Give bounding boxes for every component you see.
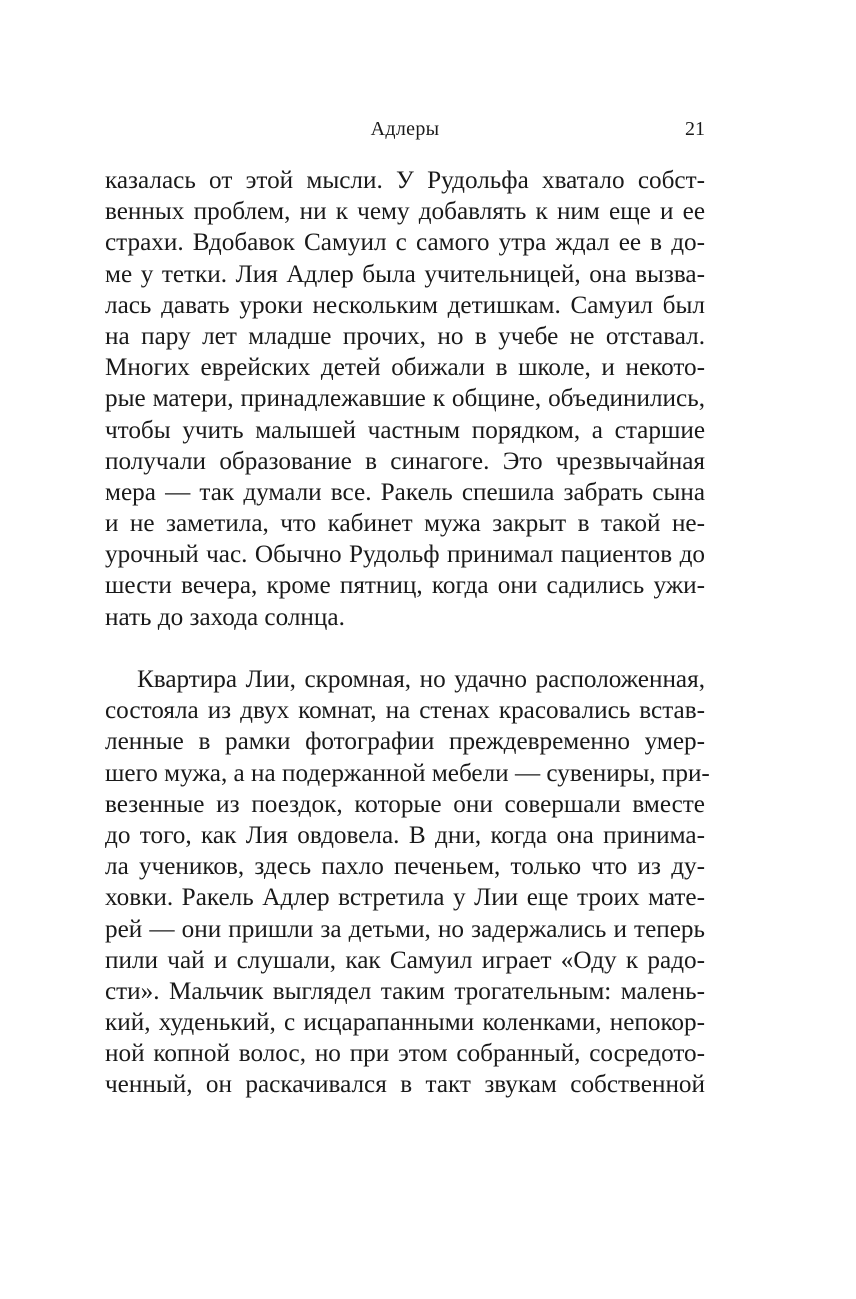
text-line: состояла из двух комнат, на стенах красовались встав- xyxy=(105,697,705,725)
paragraph-2 xyxy=(105,664,710,1101)
text-line: лась давать уроки нескольким детишкам. Самуил был xyxy=(105,291,705,319)
text-line: чтобы учить малышей частным порядком, а старшие xyxy=(105,416,705,444)
text-line: пили чай и слушали, как Самуил играет «Оду к радо- xyxy=(105,946,705,974)
text-line: ла учеников, здесь пахло печеньем, только что из ду- xyxy=(105,853,705,881)
text-line: Многих еврейских детей обижали в школе, и некото- xyxy=(105,354,705,382)
text-line: получали образование в синагоге. Это чрезвычайная xyxy=(105,447,705,475)
text-line: урочный час. Обычно Рудольф принимал пациентов до xyxy=(105,541,705,569)
text-line: мера — так думали все. Ракель спешила забрать сына xyxy=(105,478,705,506)
running-title: Адлеры xyxy=(370,118,440,140)
text-line: до того, как Лия овдовела. В дни, когда она принима- xyxy=(105,821,705,849)
text-line: ме у тетки. Лия Адлер была учительницей, она вызва- xyxy=(105,260,705,288)
text-line: рей — они пришли за детьми, но задержались и теперь xyxy=(105,915,705,943)
text-line: шести вечера, кроме пятниц, когда они садились ужи- xyxy=(105,572,705,600)
running-head xyxy=(105,116,705,142)
text-line: Квартира Лии, скромная, но удачно расположенная, xyxy=(137,666,705,693)
text-line: нать до захода солнца. xyxy=(105,603,345,631)
paragraph-1 xyxy=(105,165,705,633)
text-line: ховки. Ракель Адлер встретила у Лии еще троих мате- xyxy=(105,884,705,912)
text-line: шего мужа, а на подержанной мебели — сувениры, при- xyxy=(105,759,710,787)
text-line: рые матери, принадлежавшие к общине, объединились, xyxy=(105,385,705,413)
text-line: ной копной волос, но при этом собранный, сосредото- xyxy=(105,1040,705,1068)
text-line: сти». Мальчик выглядел таким трогательным: малень- xyxy=(105,977,705,1005)
text-line: венных проблем, ни к чему добавлять к ним еще и ее xyxy=(105,198,705,226)
text-line: казалась от этой мысли. У Рудольфа хватало собст- xyxy=(105,167,705,194)
text-line: ченный, он раскачивался в такт звукам собственной xyxy=(105,1071,705,1099)
text-line: кий, худенький, с исцарапанными коленками, непокор- xyxy=(105,1009,705,1037)
text-line: и не заметила, что кабинет мужа закрыт в такой не- xyxy=(105,510,705,538)
page-number: 21 xyxy=(685,118,705,140)
text-line: страхи. Вдобавок Самуил с самого утра ждал ее в до- xyxy=(105,229,705,257)
text-line: везенные из поездок, которые они совершали вместе xyxy=(105,790,705,818)
text-line: ленные в рамки фотографии преждевременно умер- xyxy=(105,728,705,756)
text-line: на пару лет младше прочих, но в учебе не отставал. xyxy=(105,322,705,350)
body-text xyxy=(105,165,710,1101)
